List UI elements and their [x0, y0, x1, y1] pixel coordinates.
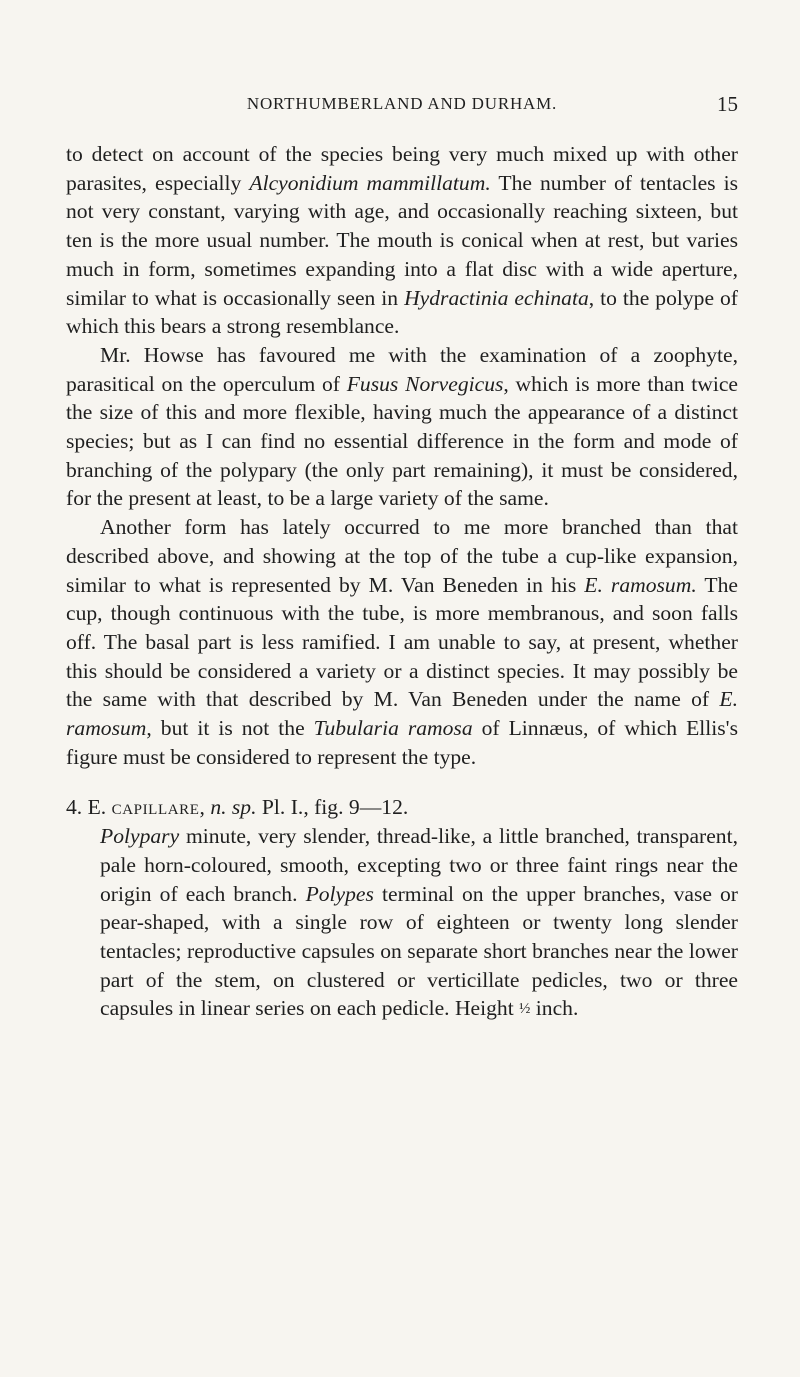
text-run: of Linnæus, of which Ellis's figure must be considered to represent the type. — [66, 716, 738, 769]
text-run: terminal on the upper branches, vase or pear-shaped, with a single row of eighteen or twenty long slender tentacles; reproductive capsules on separate short branches near the lower part of the stem, on clustered or verticillate pedicles, two or three capsules in linear series on each pedicle. Height — [100, 881, 738, 1021]
text-run: The number of tentacles is not very constant, varying with age, and occasionally reaching sixteen, but ten is the more usual number. The mouth is conical when at rest, but varies much in form, sometimes expanding into a flat disc with a wide aperture, similar to what is occasionally seen in — [66, 170, 739, 310]
genus-abbrev: E. — [87, 795, 107, 820]
term-polypes: Polypes — [305, 881, 374, 906]
species-epithet: capillare — [111, 795, 200, 820]
height-fraction: ½ — [519, 1001, 531, 1018]
paragraph-3 — [66, 513, 738, 771]
new-species-mark: n. sp. — [210, 795, 257, 820]
text-run: Another form has lately occurred to me more branched than that described above, and showing at the top of the tube a cup-like expansion, similar to what is represented by M. Van Beneden in his — [66, 515, 738, 597]
text-run: , which is more than twice the size of this and more flexible, having much the appearance of a distinct species; but as I can find no essential difference in the form and mode of branching of the polypary (the only part remaining), it must be considered, for the present at least, to be a large variety of the same. — [66, 371, 738, 511]
species-name: E. ramosum — [66, 687, 738, 741]
species-name: Alcyonidium mammillatum. — [249, 170, 491, 195]
species-name: Tubularia ramosa — [313, 716, 473, 741]
description-text — [100, 822, 738, 1024]
entry-number: 4. — [66, 795, 83, 820]
text-run: Mr. Howse has favoured me with the examination of a zoophyte, parasitical on the operculum of — [66, 342, 738, 396]
species-name: Hydractinia echinata — [404, 285, 589, 310]
text-run: The cup, though continuous with the tube, is more membranous, and soon falls off. The basal part is less ramified. I am unable to say, at present, whether this should be considered a variety or a distinct species. It may possibly be the same with that described by M. Van Beneden under the name of — [66, 572, 738, 712]
plate-reference: Pl. I., fig. 9—12. — [261, 795, 409, 820]
species-heading: 4. E. capillare, n. sp. Pl. I., fig. 9—12. — [66, 795, 409, 820]
running-title: NORTHUMBERLAND AND DURHAM. — [246, 94, 558, 113]
paragraph-1 — [66, 140, 738, 341]
species-description — [66, 822, 738, 1024]
text-run: to detect on account of the species being very much mixed up with other parasites, especially — [66, 142, 738, 195]
running-head — [66, 92, 738, 122]
text-run: , but it is not the — [146, 716, 314, 741]
species-name: Fusus Norvegicus — [346, 371, 504, 396]
text-run: minute, very slender, thread-like, a little branched, transparent, pale horn-coloured, smooth, excepting two or three faint rings near the origin of each branch. — [100, 824, 738, 906]
text-run: , to the polype of which this bears a strong resemblance. — [66, 285, 739, 339]
page-number: 15 — [717, 92, 738, 116]
term-polypary: Polypary — [100, 824, 180, 849]
paragraph-2 — [66, 341, 738, 513]
height-unit: inch. — [530, 996, 579, 1021]
body-text — [66, 140, 738, 1024]
species-name: E. ramosum. — [584, 572, 697, 597]
